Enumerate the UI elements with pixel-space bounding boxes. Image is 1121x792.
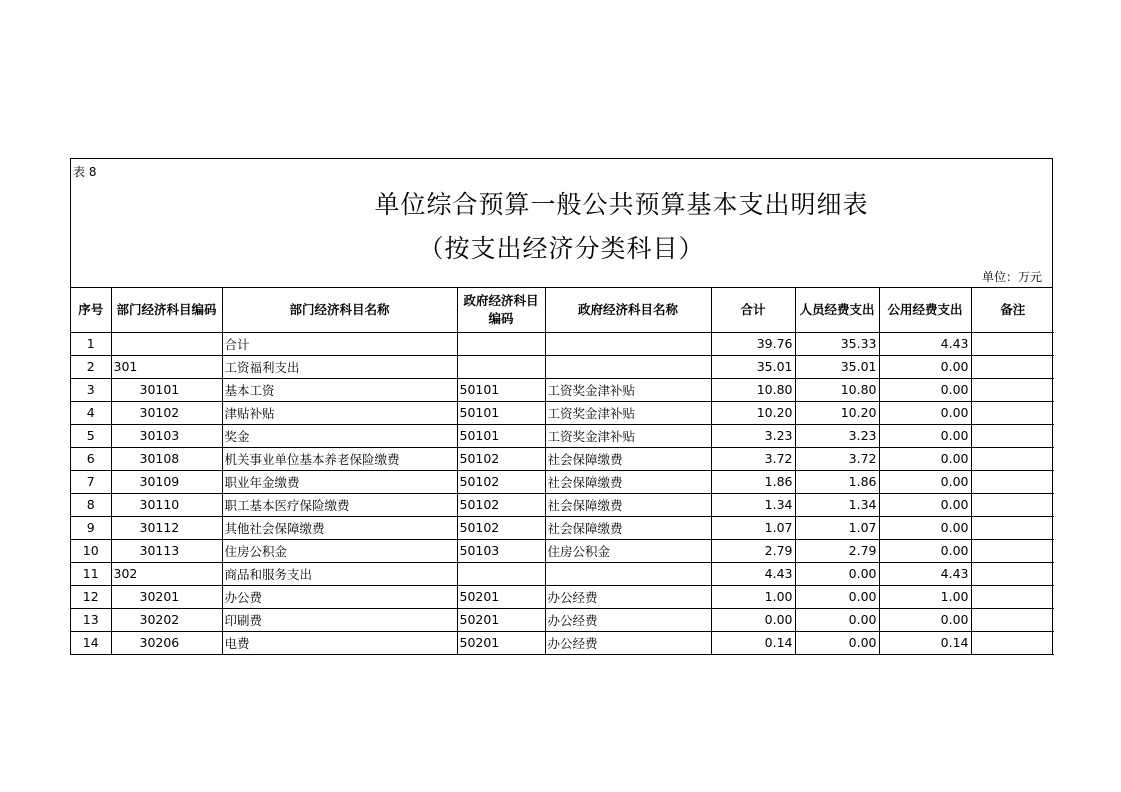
cell-gov-name: 工资奖金津补贴 <box>545 401 711 424</box>
cell-total: 35.01 <box>711 355 795 378</box>
col-header-public: 公用经费支出 <box>879 288 971 332</box>
cell-total: 1.86 <box>711 470 795 493</box>
table-row <box>71 516 1054 539</box>
table-row <box>71 539 1054 562</box>
cell-total: 39.76 <box>711 332 795 355</box>
cell-personnel: 0.00 <box>795 631 879 654</box>
page-subtitle: （按支出经济分类科目） <box>418 234 705 263</box>
cell-dept-code: 30206 <box>111 631 222 654</box>
cell-gov-code: 50101 <box>457 424 545 447</box>
cell-total: 1.34 <box>711 493 795 516</box>
cell-seq: 3 <box>71 378 111 401</box>
table-row <box>71 447 1054 470</box>
table-row <box>71 631 1054 654</box>
cell-gov-code: 50101 <box>457 401 545 424</box>
cell-remark <box>971 401 1054 424</box>
table-row <box>71 470 1054 493</box>
cell-seq: 9 <box>71 516 111 539</box>
cell-personnel: 1.86 <box>795 470 879 493</box>
cell-seq: 2 <box>71 355 111 378</box>
cell-dept-code: 30113 <box>111 539 222 562</box>
cell-gov-name <box>545 355 711 378</box>
cell-gov-code: 50101 <box>457 378 545 401</box>
cell-total: 4.43 <box>711 562 795 585</box>
cell-gov-code: 50102 <box>457 447 545 470</box>
cell-personnel: 0.00 <box>795 608 879 631</box>
cell-public: 0.00 <box>879 516 971 539</box>
table-row <box>71 355 1054 378</box>
cell-personnel: 35.33 <box>795 332 879 355</box>
table-body <box>71 332 1054 654</box>
cell-public: 0.00 <box>879 493 971 516</box>
cell-public: 4.43 <box>879 562 971 585</box>
cell-dept-name: 办公费 <box>222 585 457 608</box>
cell-gov-name: 工资奖金津补贴 <box>545 424 711 447</box>
cell-gov-code <box>457 562 545 585</box>
cell-seq: 13 <box>71 608 111 631</box>
cell-dept-code: 30202 <box>111 608 222 631</box>
cell-public: 0.00 <box>879 355 971 378</box>
cell-remark <box>971 631 1054 654</box>
cell-dept-code: 30102 <box>111 401 222 424</box>
cell-seq: 14 <box>71 631 111 654</box>
col-header-dept-name: 部门经济科目名称 <box>222 288 457 332</box>
cell-gov-code: 50102 <box>457 516 545 539</box>
budget-sheet <box>70 158 1053 655</box>
cell-personnel: 1.34 <box>795 493 879 516</box>
cell-personnel: 3.23 <box>795 424 879 447</box>
cell-dept-name: 电费 <box>222 631 457 654</box>
table-row <box>71 562 1054 585</box>
table-row <box>71 401 1054 424</box>
cell-gov-name: 工资奖金津补贴 <box>545 378 711 401</box>
cell-dept-name: 住房公积金 <box>222 539 457 562</box>
cell-public: 0.00 <box>879 424 971 447</box>
cell-gov-code: 50201 <box>457 608 545 631</box>
cell-public: 0.00 <box>879 539 971 562</box>
sheet-header <box>71 159 1052 288</box>
cell-remark <box>971 585 1054 608</box>
cell-dept-code: 30201 <box>111 585 222 608</box>
cell-seq: 4 <box>71 401 111 424</box>
col-header-gov-code-text: 政府经济科目编码 <box>463 292 539 326</box>
cell-remark <box>971 378 1054 401</box>
cell-seq: 11 <box>71 562 111 585</box>
cell-dept-name: 职工基本医疗保险缴费 <box>222 493 457 516</box>
col-header-remark: 备注 <box>971 288 1054 332</box>
cell-gov-name: 办公经费 <box>545 585 711 608</box>
table-row <box>71 332 1054 355</box>
cell-gov-name: 社会保障缴费 <box>545 493 711 516</box>
cell-dept-name: 商品和服务支出 <box>222 562 457 585</box>
cell-remark <box>971 424 1054 447</box>
cell-gov-name: 住房公积金 <box>545 539 711 562</box>
cell-dept-name: 机关事业单位基本养老保险缴费 <box>222 447 457 470</box>
col-header-personnel: 人员经费支出 <box>795 288 879 332</box>
table-row <box>71 424 1054 447</box>
cell-remark <box>971 539 1054 562</box>
cell-total: 1.07 <box>711 516 795 539</box>
cell-dept-name: 印刷费 <box>222 608 457 631</box>
cell-total: 3.23 <box>711 424 795 447</box>
cell-dept-code: 30109 <box>111 470 222 493</box>
cell-public: 4.43 <box>879 332 971 355</box>
cell-gov-name <box>545 562 711 585</box>
cell-personnel: 2.79 <box>795 539 879 562</box>
cell-total: 10.80 <box>711 378 795 401</box>
cell-seq: 5 <box>71 424 111 447</box>
cell-seq: 10 <box>71 539 111 562</box>
cell-personnel: 1.07 <box>795 516 879 539</box>
table-number: 表 8 <box>73 165 97 179</box>
cell-public: 0.00 <box>879 447 971 470</box>
cell-personnel: 10.20 <box>795 401 879 424</box>
cell-total: 0.14 <box>711 631 795 654</box>
unit-label: 单位：万元 <box>981 270 1042 284</box>
cell-dept-name: 合计 <box>222 332 457 355</box>
cell-gov-code: 50103 <box>457 539 545 562</box>
cell-seq: 12 <box>71 585 111 608</box>
cell-total: 1.00 <box>711 585 795 608</box>
cell-dept-code: 30108 <box>111 447 222 470</box>
budget-table <box>71 288 1054 655</box>
cell-total: 10.20 <box>711 401 795 424</box>
cell-personnel: 0.00 <box>795 562 879 585</box>
cell-dept-name: 工资福利支出 <box>222 355 457 378</box>
cell-dept-code: 30112 <box>111 516 222 539</box>
cell-gov-name: 办公经费 <box>545 631 711 654</box>
cell-remark <box>971 516 1054 539</box>
table-row <box>71 493 1054 516</box>
cell-remark <box>971 493 1054 516</box>
cell-public: 0.00 <box>879 470 971 493</box>
cell-total: 0.00 <box>711 608 795 631</box>
cell-dept-code: 30101 <box>111 378 222 401</box>
table-row <box>71 608 1054 631</box>
cell-remark <box>971 608 1054 631</box>
col-header-dept-code: 部门经济科目编码 <box>111 288 222 332</box>
cell-public: 0.00 <box>879 378 971 401</box>
cell-gov-name: 社会保障缴费 <box>545 447 711 470</box>
cell-seq: 6 <box>71 447 111 470</box>
cell-gov-name: 社会保障缴费 <box>545 516 711 539</box>
cell-remark <box>971 332 1054 355</box>
cell-total: 3.72 <box>711 447 795 470</box>
cell-dept-code: 30110 <box>111 493 222 516</box>
cell-dept-name: 职业年金缴费 <box>222 470 457 493</box>
cell-dept-name: 奖金 <box>222 424 457 447</box>
col-header-total: 合计 <box>711 288 795 332</box>
cell-remark <box>971 355 1054 378</box>
cell-dept-name: 基本工资 <box>222 378 457 401</box>
cell-remark <box>971 562 1054 585</box>
cell-dept-code <box>111 332 222 355</box>
col-header-gov-code <box>457 288 545 332</box>
cell-gov-code: 50201 <box>457 585 545 608</box>
cell-gov-name: 社会保障缴费 <box>545 470 711 493</box>
cell-dept-code: 302 <box>111 562 222 585</box>
cell-gov-code: 50201 <box>457 631 545 654</box>
cell-dept-code: 301 <box>111 355 222 378</box>
cell-gov-name <box>545 332 711 355</box>
col-header-gov-name: 政府经济科目名称 <box>545 288 711 332</box>
cell-total: 2.79 <box>711 539 795 562</box>
cell-gov-code <box>457 332 545 355</box>
col-header-seq: 序号 <box>71 288 111 332</box>
cell-gov-code: 50102 <box>457 493 545 516</box>
cell-gov-name: 办公经费 <box>545 608 711 631</box>
cell-seq: 7 <box>71 470 111 493</box>
table-row <box>71 585 1054 608</box>
cell-public: 0.00 <box>879 608 971 631</box>
cell-remark <box>971 447 1054 470</box>
page-title: 单位综合预算一般公共预算基本支出明细表 <box>374 190 869 219</box>
cell-seq: 1 <box>71 332 111 355</box>
cell-dept-name: 其他社会保障缴费 <box>222 516 457 539</box>
cell-personnel: 10.80 <box>795 378 879 401</box>
cell-dept-name: 津贴补贴 <box>222 401 457 424</box>
cell-public: 0.14 <box>879 631 971 654</box>
cell-personnel: 35.01 <box>795 355 879 378</box>
cell-gov-code <box>457 355 545 378</box>
cell-public: 1.00 <box>879 585 971 608</box>
table-header-row <box>71 288 1054 332</box>
cell-public: 0.00 <box>879 401 971 424</box>
cell-seq: 8 <box>71 493 111 516</box>
cell-personnel: 3.72 <box>795 447 879 470</box>
cell-dept-code: 30103 <box>111 424 222 447</box>
cell-gov-code: 50102 <box>457 470 545 493</box>
table-row <box>71 378 1054 401</box>
cell-remark <box>971 470 1054 493</box>
cell-personnel: 0.00 <box>795 585 879 608</box>
